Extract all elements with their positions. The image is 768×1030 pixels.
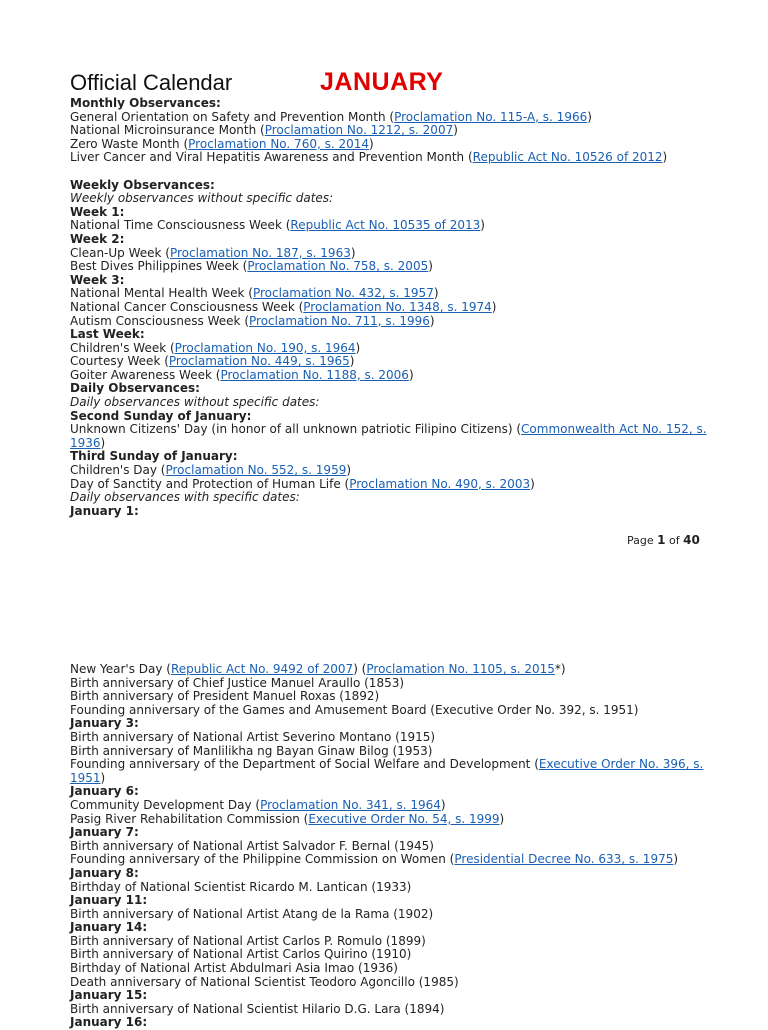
page-1-content <box>70 97 710 518</box>
law-link[interactable]: Proclamation No. 1188, s. 2006 <box>220 367 409 382</box>
observance-item: Pasig River Rehabilitation Commission (Executive Order No. 54, s. 1999) <box>70 811 505 826</box>
section-heading: January 15: <box>70 988 148 1003</box>
section-heading: Last Week: <box>70 327 145 342</box>
law-link[interactable]: Proclamation No. 1212, s. 2007 <box>264 123 454 138</box>
observance-item: Birth anniversary of President Manuel Roxas (1892) <box>70 689 380 704</box>
law-link[interactable]: Proclamation No. 552, s. 1959 <box>165 463 347 478</box>
observance-item: Birth anniversary of National Scientist Hilario D.G. Lara (1894) <box>70 1001 445 1016</box>
observance-item: Birth anniversary of National Artist Carlos Quirino (1910) <box>70 947 412 962</box>
observance-item: Birth anniversary of National Artist Atang de la Rama (1902) <box>70 906 434 921</box>
law-link[interactable]: Proclamation No. 711, s. 1996 <box>249 313 430 328</box>
law-link[interactable]: Proclamation No. 432, s. 1957 <box>252 286 434 301</box>
law-link[interactable]: Republic Act No. 10535 of 2013 <box>290 218 481 233</box>
law-link[interactable]: Proclamation No. 115-A, s. 1966 <box>394 109 588 124</box>
law-link[interactable]: Proclamation No. 341, s. 1964 <box>260 797 441 812</box>
observance-item <box>70 165 710 179</box>
section-heading: Second Sunday of January: <box>70 408 252 423</box>
section-heading: Monthly Observances: <box>70 96 221 110</box>
observance-item: Autism Consciousness Week (Proclamation No. 711, s. 1996) <box>70 313 435 328</box>
observance-item: Community Development Day (Proclamation No. 341, s. 1964) <box>70 797 446 812</box>
law-link[interactable]: Proclamation No. 187, s. 1963 <box>169 245 351 260</box>
observance-item: Unknown Citizens' Day (in honor of all unknown patriotic Filipino Citizens) (Commonwealth Act No. 152, s. 1936) <box>70 422 707 450</box>
section-heading: Weekly Observances: <box>70 177 215 192</box>
observance-item: Birthday of National Artist Abdulmari Asia Imao (1936) <box>70 961 398 976</box>
observance-item: Founding anniversary of the Philippine Commission on Women (Presidential Decree No. 633, s. 1975) <box>70 852 679 867</box>
observance-item: Birth anniversary of Manlilikha ng Bayan Ginaw Bilog (1953) <box>70 743 433 758</box>
section-heading: Week 3: <box>70 272 125 287</box>
section-heading: Daily Observances: <box>70 381 200 396</box>
section-heading: January 7: <box>70 825 139 840</box>
observance-item: Day of Sanctity and Protection of Human Life (Proclamation No. 490, s. 2003) <box>70 476 535 491</box>
observance-item: Best Dives Philippines Week (Proclamation No. 758, s. 2005) <box>70 259 433 274</box>
observance-item: Birthday of National Scientist Ricardo M. Lantican (1933) <box>70 879 412 894</box>
law-link[interactable]: Proclamation No. 490, s. 2003 <box>349 476 531 491</box>
section-heading: January 11: <box>70 893 148 908</box>
section-heading: January 16: <box>70 1015 148 1030</box>
section-heading: January 1: <box>70 503 139 518</box>
law-link[interactable]: Proclamation No. 1105, s. 2015 <box>366 662 555 676</box>
page-indicator: Page 1 of 40 <box>627 533 700 547</box>
observance-item: National Microinsurance Month (Proclamation No. 1212, s. 2007) <box>70 123 458 138</box>
law-link[interactable]: Executive Order No. 54, s. 1999 <box>308 811 500 826</box>
observance-item: Death anniversary of National Scientist Teodoro Agoncillo (1985) <box>70 974 459 989</box>
section-heading: Week 2: <box>70 231 125 246</box>
total-pages: 40 <box>683 533 700 547</box>
observance-item: National Time Consciousness Week (Republic Act No. 10535 of 2013) <box>70 218 485 233</box>
observance-item: Goiter Awareness Week (Proclamation No. 1188, s. 2006) <box>70 367 414 382</box>
observance-item: Zero Waste Month (Proclamation No. 760, s. 2014) <box>70 136 374 151</box>
law-link[interactable]: Proclamation No. 1348, s. 1974 <box>303 299 492 314</box>
section-heading: January 3: <box>70 716 139 731</box>
observance-item: General Orientation on Safety and Prevention Month (Proclamation No. 115-A, s. 1966) <box>70 109 592 124</box>
section-heading: January 8: <box>70 865 139 880</box>
observance-item: Children's Week (Proclamation No. 190, s. 1964) <box>70 340 361 355</box>
observance-item: Liver Cancer and Viral Hepatitis Awareness and Prevention Month (Republic Act No. 10526 of 2012) <box>70 150 668 165</box>
observance-item: Children's Day (Proclamation No. 552, s. 1959) <box>70 463 352 478</box>
section-heading: Week 1: <box>70 204 125 219</box>
law-link[interactable]: Commonwealth Act No. 152, s. 1936 <box>70 422 707 450</box>
law-link[interactable]: Proclamation No. 190, s. 1964 <box>174 340 356 355</box>
law-link[interactable]: Proclamation No. 758, s. 2005 <box>247 259 429 274</box>
observance-item: New Year's Day (Republic Act No. 9492 of 2007) (Proclamation No. 1105, s. 2015*) <box>70 662 566 676</box>
observance-item: Founding anniversary of the Department of Social Welfare and Development (Executive Order No. 396, s. 1951) <box>70 757 704 785</box>
observance-item: Clean-Up Week (Proclamation No. 187, s. 1963) <box>70 245 356 260</box>
law-link[interactable]: Proclamation No. 760, s. 2014 <box>188 136 370 151</box>
section-heading: January 6: <box>70 784 139 799</box>
law-link[interactable]: Republic Act No. 10526 of 2012 <box>472 150 663 165</box>
section-note: Weekly observances without specific dates: <box>70 191 334 206</box>
section-note: Daily observances with specific dates: <box>70 490 300 505</box>
observance-item: Birth anniversary of National Artist Salvador F. Bernal (1945) <box>70 838 434 853</box>
observance-item: National Mental Health Week (Proclamation No. 432, s. 1957) <box>70 286 439 301</box>
observance-item: Birth anniversary of National Artist Severino Montano (1915) <box>70 729 436 744</box>
law-link[interactable]: Republic Act No. 9492 of 2007 <box>170 662 354 676</box>
month-heading: JANUARY <box>320 68 444 96</box>
observance-item: Courtesy Week (Proclamation No. 449, s. 1965) <box>70 354 355 369</box>
observance-item: National Cancer Consciousness Week (Proclamation No. 1348, s. 1974) <box>70 299 497 314</box>
page-2-content <box>70 663 710 1030</box>
current-page: 1 <box>657 533 666 547</box>
page-title: Official Calendar <box>70 70 233 95</box>
law-link[interactable]: Proclamation No. 449, s. 1965 <box>168 354 350 369</box>
law-link[interactable]: Presidential Decree No. 633, s. 1975 <box>454 852 674 867</box>
observance-item: Founding anniversary of the Games and Amusement Board (Executive Order No. 392, s. 1951) <box>70 702 639 717</box>
observance-item: Birth anniversary of Chief Justice Manuel Araullo (1853) <box>70 675 405 690</box>
observance-item: Birth anniversary of National Artist Carlos P. Romulo (1899) <box>70 933 426 948</box>
section-heading: January 14: <box>70 920 148 935</box>
section-heading: Third Sunday of January: <box>70 449 238 464</box>
section-note: Daily observances without specific dates: <box>70 395 320 410</box>
law-link[interactable]: Executive Order No. 396, s. 1951 <box>70 757 704 785</box>
